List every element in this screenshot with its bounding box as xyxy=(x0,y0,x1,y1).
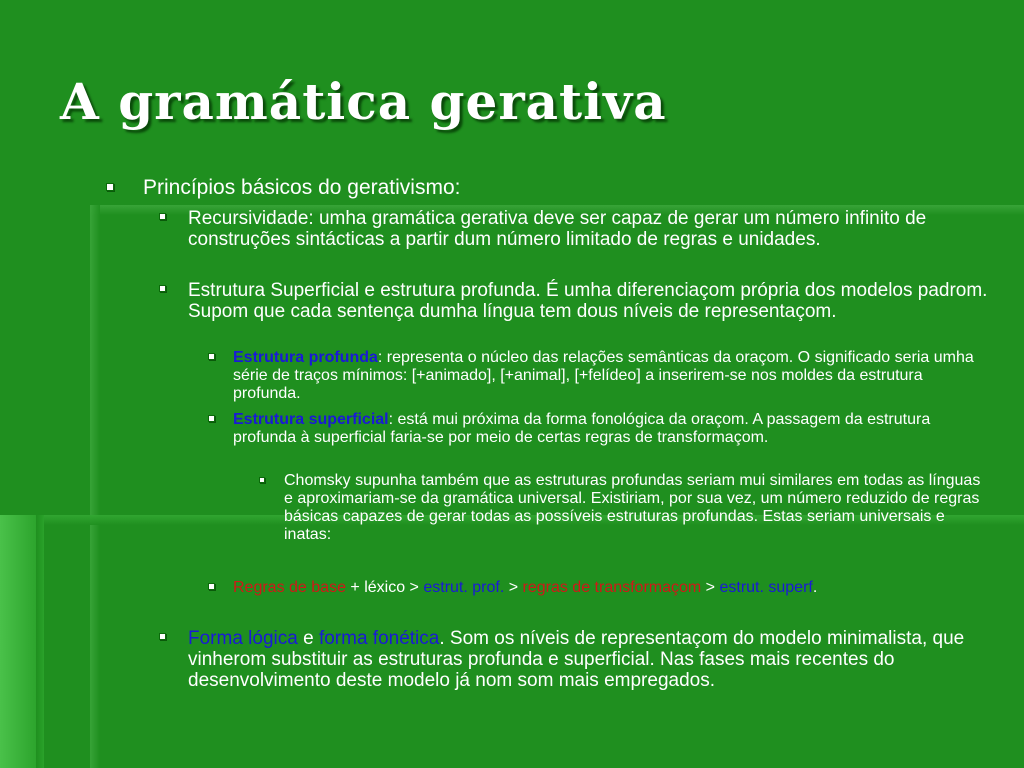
square-bullet-icon xyxy=(259,477,265,483)
term-estrutura-superficial: Estrutura superficial xyxy=(233,411,389,428)
regras-sep: > xyxy=(701,579,720,596)
regras-end: . xyxy=(812,579,818,596)
square-bullet-icon xyxy=(208,583,215,590)
regras-sep: + léxico > xyxy=(345,579,424,596)
superficial-description: : está mui próxima da forma fonológica da oraçom. A passagem da estrutura profunda à superficial faria-se por meio de certas regras de transformaçom. xyxy=(233,411,931,446)
bullet-estrutura: Estrutura Superficial e estrutura profunda. É umha diferenciaçom própria dos modelos padrom. Supom que cada sentença dumha língua tem dous níveis de representaçom. xyxy=(188,280,988,322)
decorative-band xyxy=(90,205,100,768)
forma-description: . Som os níveis de representaçom do modelo minimalista, que vinherom substituir as estruturas profunda e superficial. Nas fases mais recentes do desenvolvimento deste modelo já nom som mais empregados. xyxy=(188,628,965,691)
regras-sep: > xyxy=(504,579,523,596)
square-bullet-icon xyxy=(208,415,215,422)
square-bullet-icon xyxy=(159,633,166,640)
forma-sep: e xyxy=(297,628,319,649)
bullet-regras xyxy=(233,579,993,597)
regras-de-base: Regras de base xyxy=(233,579,346,596)
decorative-band xyxy=(0,515,40,768)
term-forma-logica: Forma lógica xyxy=(188,628,298,649)
square-bullet-icon xyxy=(106,183,114,191)
regras-transformacom: regras de transformaçom xyxy=(522,579,702,596)
slide-title: A gramática gerativa xyxy=(60,72,667,131)
decorative-band xyxy=(36,515,44,768)
square-bullet-icon xyxy=(159,213,166,220)
bullet-superficial xyxy=(233,411,983,447)
bullet-profunda xyxy=(233,349,983,403)
term-estrutura-profunda: Estrutura profunda xyxy=(233,349,378,366)
term-forma-fonetica: forma fonética xyxy=(318,628,440,649)
estrut-prof: estrut. prof. xyxy=(423,579,505,596)
bullet-principios: Princípios básicos do gerativismo: xyxy=(143,176,461,199)
bullet-recursividade: Recursividade: umha gramática gerativa deve ser capaz de gerar um número infinito de construções sintácticas a partir dum número limitado de regras e unidades. xyxy=(188,208,927,250)
bullet-chomsky: Chomsky supunha também que as estruturas profundas seriam mui similares em todas as línguas e aproximariam-se da gramática universal. Existiriam, por sua vez, um número reduzido de regras básicas capazes de gerar todas as possíveis estruturas profundas. Estas seriam universais e inatas: xyxy=(284,472,981,543)
profunda-description: : representa o núcleo das relações semânticas da oraçom. O significado seria umha série de traços mínimos: [+animado], [+animal], [+felídeo] a inserirem-se nos moldes da estrutura profunda. xyxy=(233,349,974,402)
bullet-forma xyxy=(188,628,978,691)
square-bullet-icon xyxy=(208,353,215,360)
square-bullet-icon xyxy=(159,285,166,292)
estrut-superf: estrut. superf xyxy=(719,579,813,596)
